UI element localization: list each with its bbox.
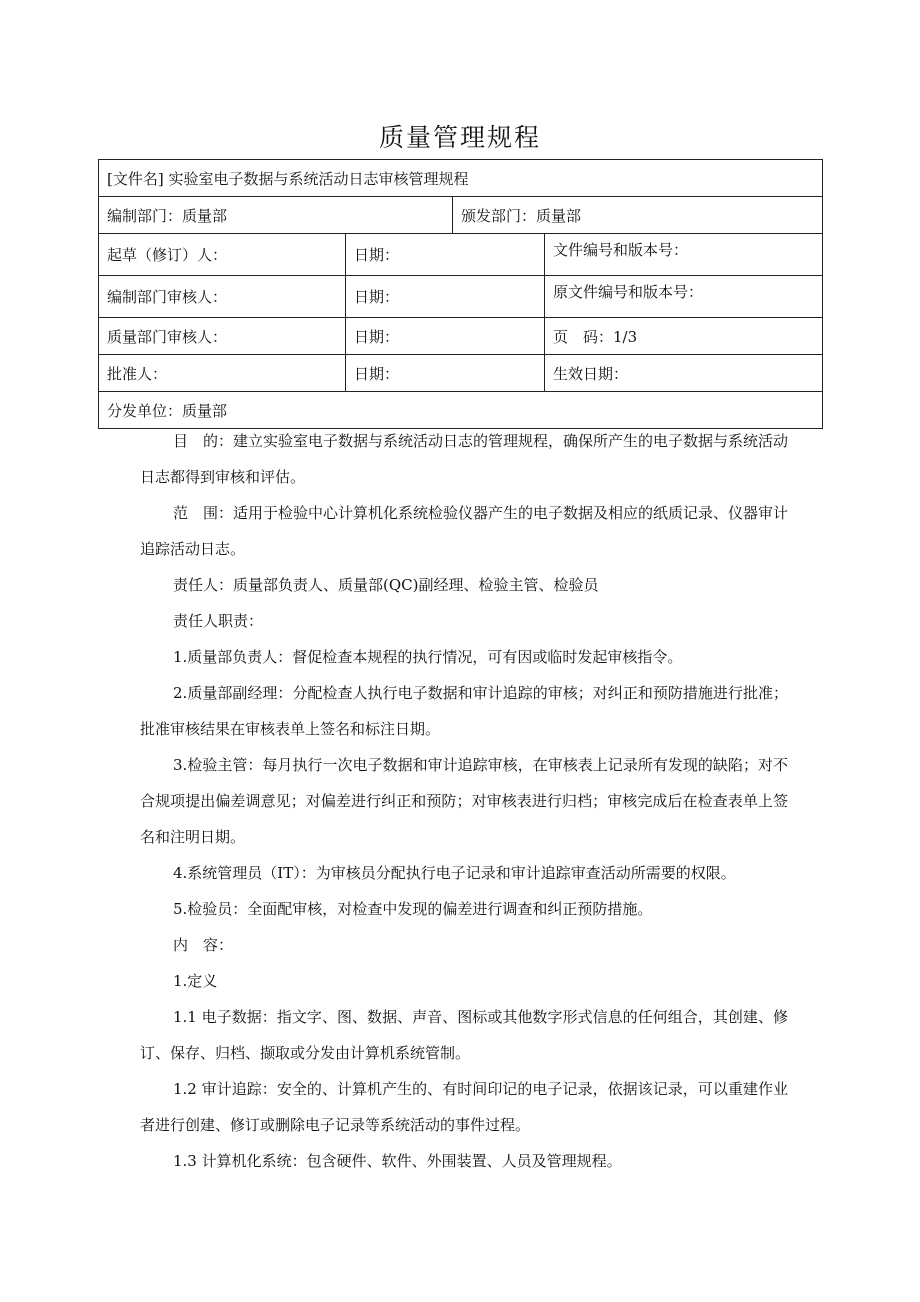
approver-cell: 批准人： — [99, 355, 346, 392]
definition-paragraph: 1.2 审计追踪：安全的、计算机产生的、有时间印记的电子记录，依据该记录，可以重建作业者进行创建、修订或删除电子记录等系统活动的事件过程。 — [140, 1080, 788, 1134]
date-cell: 日期： — [346, 355, 545, 392]
responsibility-item: 1.质量部负责人：督促检查本规程的执行情况，可有因或临时发起审核指令。 — [173, 648, 683, 666]
distribution-cell: 分发单位：质量部 — [99, 392, 823, 429]
issuing-dept-cell: 颁发部门：质量部 — [453, 197, 823, 234]
qa-reviewer-cell: 质量部门审核人： — [99, 318, 346, 355]
responsibilities-heading: 责任人职责： — [173, 612, 264, 630]
responsibility-item: 5.检验员：全面配审核，对检查中发现的偏差进行调查和纠正预防措施。 — [173, 900, 653, 918]
definition-paragraph: 1.1 电子数据：指文字、图、数据、声音、图标或其他数字形式信息的任何组合，其创建、修订、保存、归档、撷取或分发由计算机系统管制。 — [140, 1008, 788, 1062]
content-heading: 内 容： — [173, 936, 234, 954]
section-heading: 1.定义 — [173, 972, 218, 990]
responsibility-item: 3.检验主管：每月执行一次电子数据和审计追踪审核，在审核表上记录所有发现的缺陷；对不合规项提出偏差调意见；对偏差进行纠正和预防；对审核表进行归档；审核完成后在检查表单上签名和注明日期。 — [140, 756, 788, 846]
document-body — [140, 423, 788, 1179]
date-cell: 日期： — [346, 234, 545, 276]
orig-file-no-version-cell: 原文件编号和版本号： — [545, 276, 823, 318]
document-title: 质量管理规程 — [378, 123, 541, 152]
scope-paragraph: 范 围：适用于检验中心计算机化系统检验仪器产生的电子数据及相应的纸质记录、仪器审计追踪活动日志。 — [140, 504, 789, 558]
date-cell: 日期： — [346, 276, 545, 318]
purpose-paragraph: 目 的：建立实验室电子数据与系统活动日志的管理规程，确保所产生的电子数据与系统活动日志都得到审核和评估。 — [140, 432, 789, 486]
responsibility-item: 4.系统管理员（IT）：为审核员分配执行电子记录和审计追踪审查活动所需要的权限。 — [173, 864, 736, 882]
date-cell: 日期： — [346, 318, 545, 355]
file-name-cell: [文件名] 实验室电子数据与系统活动日志审核管理规程 — [99, 160, 823, 197]
page-number-cell: 页 码：1/3 — [545, 318, 823, 355]
drafter-cell: 起草（修订）人： — [99, 234, 346, 276]
dept-reviewer-cell: 编制部门审核人： — [99, 276, 346, 318]
document-header-table — [98, 159, 823, 429]
file-no-version-cell: 文件编号和版本号： — [545, 234, 823, 276]
effective-date-cell: 生效日期： — [545, 355, 823, 392]
definition-paragraph: 1.3 计算机化系统：包含硬件、软件、外围装置、人员及管理规程。 — [173, 1152, 622, 1170]
compiling-dept-cell: 编制部门：质量部 — [99, 197, 453, 234]
responsible-persons-paragraph: 责任人：质量部负责人、质量部(QC)副经理、检验主管、检验员 — [173, 576, 599, 594]
responsibility-item: 2.质量部副经理：分配检查人执行电子数据和审计追踪的审核；对纠正和预防措施进行批准；批准审核结果在审核表单上签名和标注日期。 — [140, 684, 788, 738]
